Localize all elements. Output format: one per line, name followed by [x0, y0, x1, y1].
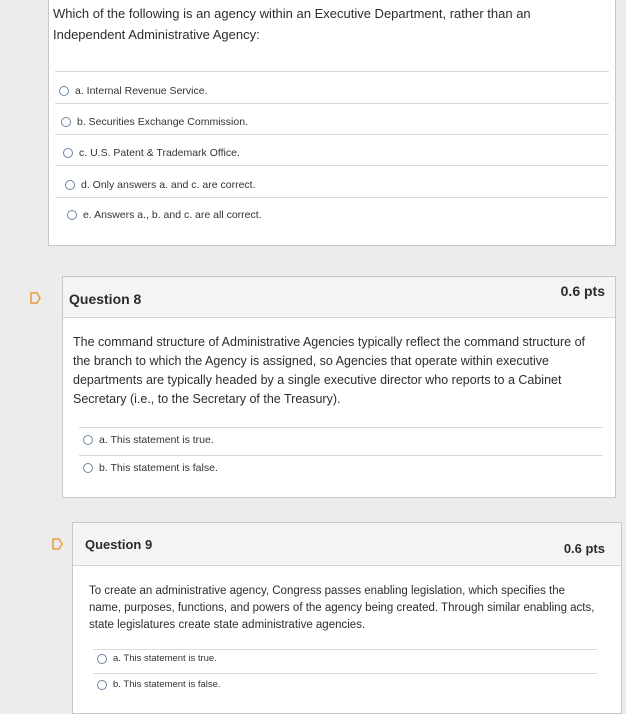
- question-7-option-a[interactable]: [59, 85, 208, 97]
- question-points: 0.6 pts: [560, 283, 605, 299]
- question-points: 0.6 pts: [563, 541, 605, 556]
- question-7-text: Which of the following is an agency within an Executive Department, rather than an Independent Administrative Agency:: [53, 6, 531, 42]
- question-7-card: [48, 0, 616, 246]
- option-label: a. This statement is true.: [99, 434, 214, 446]
- divider: [55, 197, 609, 198]
- divider: [55, 103, 609, 104]
- radio-button[interactable]: [61, 117, 71, 127]
- question-8-header: [63, 277, 615, 318]
- question-9-header: [73, 523, 621, 566]
- radio-button[interactable]: [63, 148, 73, 158]
- question-8-card: [62, 276, 616, 498]
- radio-button[interactable]: [97, 654, 107, 664]
- flag-icon[interactable]: [52, 538, 64, 550]
- question-8-option-b[interactable]: [83, 462, 218, 474]
- divider: [79, 427, 603, 428]
- divider: [55, 165, 609, 166]
- divider: [55, 134, 609, 135]
- question-8-text: The command structure of Administrative Agencies typically reflect the command structure of the branch to which the Agency is assigned, so Agencies that operate within executive departments are typically headed by a single executive director who reports to a Cabinet Secretary (i.e., to the Secretary of the Treasury).: [73, 335, 586, 406]
- divider: [55, 71, 609, 72]
- option-label: b. Securities Exchange Commission.: [77, 116, 248, 128]
- radio-button[interactable]: [97, 680, 107, 690]
- radio-button[interactable]: [83, 435, 93, 445]
- question-7-option-b[interactable]: [61, 116, 248, 128]
- question-title: Question 9: [85, 537, 153, 552]
- option-label: b. This statement is false.: [99, 462, 218, 474]
- divider: [79, 455, 603, 456]
- option-label: e. Answers a., b. and c. are all correct.: [83, 209, 262, 221]
- radio-button[interactable]: [59, 86, 69, 96]
- question-7-option-e[interactable]: [67, 209, 262, 221]
- flag-icon[interactable]: [30, 292, 42, 304]
- divider: [93, 649, 597, 650]
- question-9-option-a[interactable]: [97, 653, 217, 664]
- question-7-option-c[interactable]: [63, 147, 240, 159]
- question-9-card: [72, 522, 622, 714]
- option-label: a. Internal Revenue Service.: [75, 85, 208, 97]
- option-label: c. U.S. Patent & Trademark Office.: [79, 147, 240, 159]
- question-8-option-a[interactable]: [83, 434, 214, 446]
- question-7-option-d[interactable]: [65, 179, 256, 191]
- option-label: d. Only answers a. and c. are correct.: [81, 179, 256, 191]
- question-title: Question 8: [69, 291, 142, 307]
- option-label: b. This statement is false.: [113, 679, 221, 690]
- question-9-option-b[interactable]: [97, 679, 221, 690]
- radio-button[interactable]: [83, 463, 93, 473]
- radio-button[interactable]: [67, 210, 77, 220]
- question-9-text: To create an administrative agency, Congress passes enabling legislation, which specifies the name, purposes, functions, and powers of the agency being created. Through similar enabling acts, state legislatures create state administrative agencies.: [89, 585, 595, 631]
- option-label: a. This statement is true.: [113, 653, 217, 664]
- radio-button[interactable]: [65, 180, 75, 190]
- divider: [93, 673, 597, 674]
